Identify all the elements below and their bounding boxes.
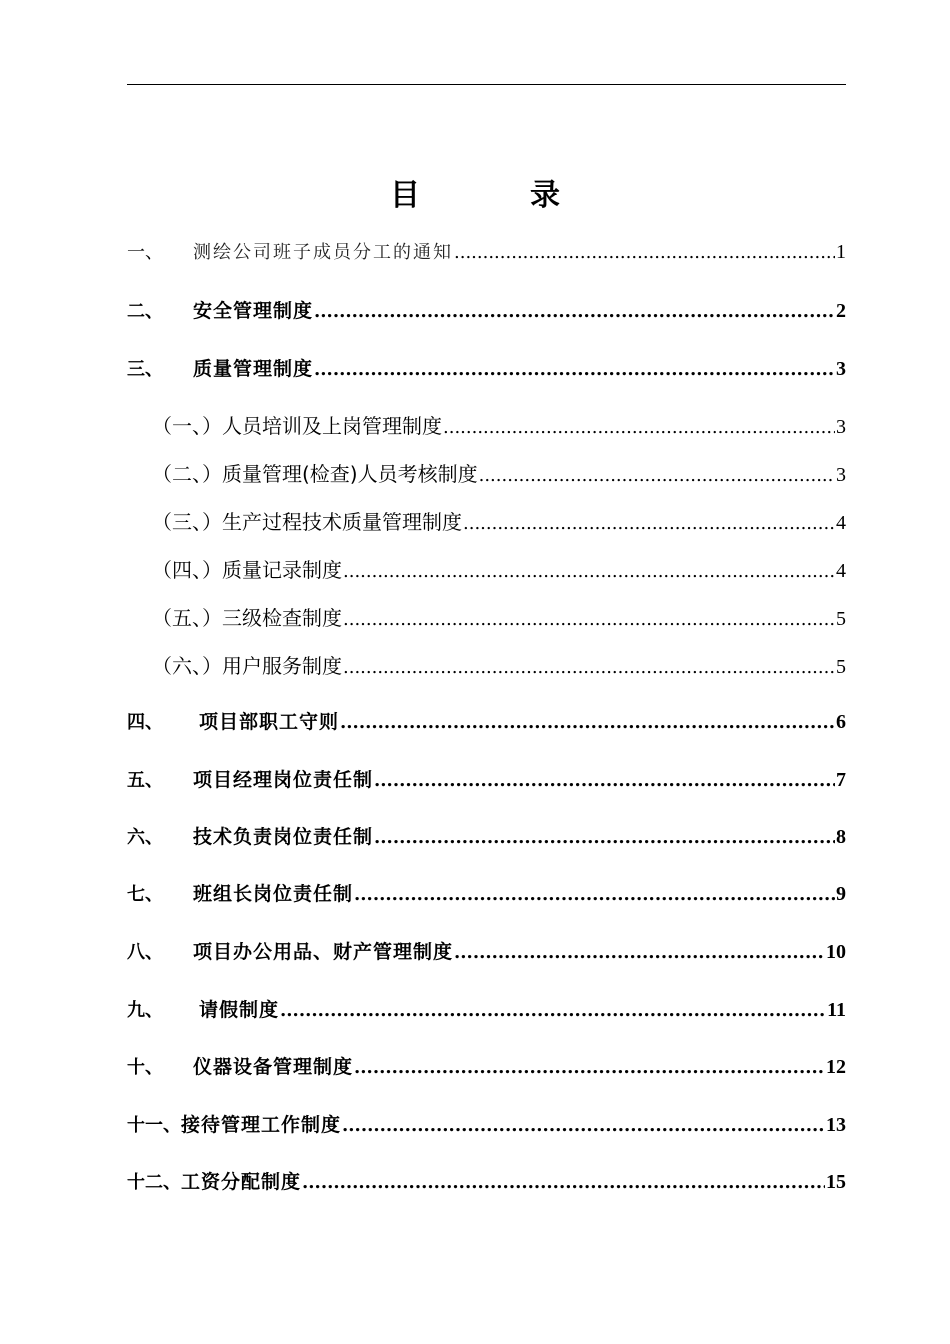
toc-dot-leader — [454, 942, 825, 963]
toc-subentry-title: （六、）用户服务制度 — [152, 654, 342, 678]
toc-entry-number: 四、 — [127, 712, 163, 733]
toc-entry-page: 2 — [836, 300, 846, 322]
toc-entry-page: 8 — [836, 826, 846, 848]
toc-entry-page: 3 — [836, 358, 846, 380]
toc-entry-page: 10 — [826, 941, 846, 963]
toc-entry-page: 13 — [826, 1114, 846, 1136]
toc-entry-number: 九、 — [127, 1000, 163, 1021]
toc-dot-leader — [342, 1115, 825, 1136]
toc-entry-page: 15 — [826, 1171, 846, 1193]
toc-dot-leader — [280, 1000, 826, 1021]
toc-subentry-page: 3 — [836, 416, 846, 438]
toc-entry[interactable] — [127, 1110, 846, 1140]
toc-entry-number: 三、 — [127, 359, 163, 380]
toc-entry-number: 二、 — [127, 301, 163, 322]
toc-dot-leader — [354, 1057, 825, 1078]
toc-dot-leader — [454, 242, 835, 263]
toc-entry-title: 技术负责岗位责任制 — [193, 826, 374, 848]
toc-entry[interactable] — [127, 1167, 846, 1197]
toc-entry-page: 9 — [836, 883, 846, 905]
toc-dot-leader — [374, 827, 835, 848]
toc-dot-leader — [302, 1172, 825, 1193]
toc-entry-number: 七、 — [127, 884, 163, 905]
toc-entry[interactable] — [127, 937, 846, 967]
toc-dot-leader — [314, 359, 835, 380]
toc-subentry-title: （一、）人员培训及上岗管理制度 — [152, 414, 442, 438]
toc-entry-page: 6 — [836, 711, 846, 733]
toc-entry[interactable] — [127, 1052, 846, 1082]
toc-subentry-page: 5 — [836, 656, 846, 678]
toc-entry-number: 十、 — [127, 1057, 163, 1078]
toc-dot-leader — [343, 657, 835, 678]
toc-entry[interactable] — [127, 879, 846, 909]
toc-entry-title: 工资分配制度 — [181, 1171, 302, 1193]
toc-entry-title: 仪器设备管理制度 — [193, 1056, 354, 1078]
toc-entry-number: 八、 — [127, 942, 163, 963]
toc-dot-leader — [343, 609, 835, 630]
toc-subentry[interactable] — [152, 650, 846, 680]
toc-dot-leader — [463, 513, 835, 534]
toc-dot-leader — [343, 561, 835, 582]
toc-dot-leader — [314, 301, 835, 322]
toc-entry[interactable] — [127, 238, 846, 268]
toc-subentry-page: 4 — [836, 512, 846, 534]
toc-subentry-page: 5 — [836, 608, 846, 630]
toc-entry[interactable] — [127, 296, 846, 326]
toc-dot-leader — [354, 884, 835, 905]
toc-title: 目 录 — [390, 178, 600, 213]
toc-entry-page: 12 — [826, 1056, 846, 1078]
toc-subentry-title: （二、）质量管理(检查)人员考核制度 — [152, 462, 478, 486]
toc-subentry-title: （四、）质量记录制度 — [152, 558, 342, 582]
toc-entry-title: 项目经理岗位责任制 — [193, 769, 374, 791]
toc-entry-number: 六、 — [127, 827, 163, 848]
toc-dot-leader — [374, 770, 835, 791]
toc-entry-title: 测绘公司班子成员分工的通知 — [193, 242, 453, 263]
toc-subentry[interactable] — [152, 506, 846, 536]
toc-subentry-page: 3 — [836, 464, 846, 486]
toc-subentry-title: （三、）生产过程技术质量管理制度 — [152, 510, 462, 534]
toc-entry[interactable] — [127, 995, 846, 1025]
toc-dot-leader — [340, 712, 835, 733]
toc-entry-title: 安全管理制度 — [193, 300, 314, 322]
toc-subentry-title: （五、）三级检查制度 — [152, 606, 342, 630]
header-rule — [127, 84, 846, 85]
toc-subentry[interactable] — [152, 410, 846, 440]
toc-subentry[interactable] — [152, 458, 846, 488]
toc-entry-title: 请假制度 — [199, 999, 280, 1021]
toc-entry-title: 项目部职工守则 — [199, 711, 340, 733]
toc-dot-leader — [443, 417, 835, 438]
toc-dot-leader — [479, 465, 835, 486]
toc-entry-title: 班组长岗位责任制 — [193, 883, 354, 905]
toc-entry[interactable] — [127, 354, 846, 384]
toc-entry-number: 十二、 — [127, 1172, 181, 1193]
toc-entry-title: 质量管理制度 — [193, 358, 314, 380]
toc-entry-number: 十一、 — [127, 1115, 181, 1136]
toc-entry[interactable] — [127, 707, 846, 737]
toc-subentry[interactable] — [152, 554, 846, 584]
toc-entry-page: 11 — [827, 999, 846, 1021]
toc-subentry-page: 4 — [836, 560, 846, 582]
toc-entry-number: 一、 — [127, 242, 163, 263]
toc-entry-title: 接待管理工作制度 — [181, 1114, 342, 1136]
toc-entry[interactable] — [127, 822, 846, 852]
toc-entry-page: 7 — [836, 769, 846, 791]
toc-entry-number: 五、 — [127, 770, 163, 791]
toc-entry[interactable] — [127, 765, 846, 795]
toc-entry-page: 1 — [836, 241, 846, 263]
toc-subentry[interactable] — [152, 602, 846, 632]
toc-entry-title: 项目办公用品、财产管理制度 — [193, 941, 454, 963]
